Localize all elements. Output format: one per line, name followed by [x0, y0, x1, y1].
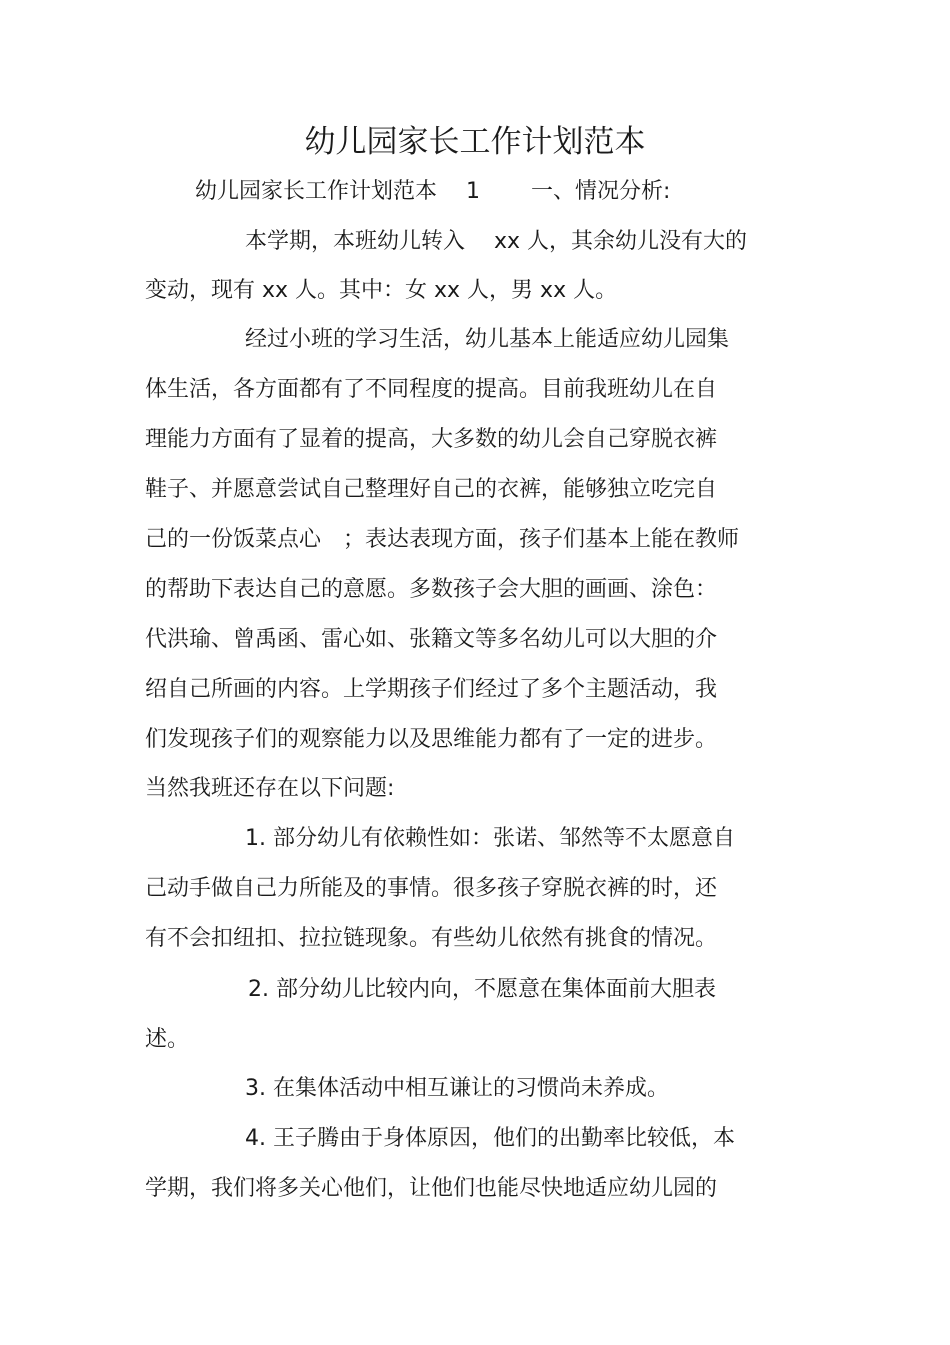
paragraph-line: 经过小班的学习生活，幼儿基本上能适应幼儿园集 — [245, 327, 730, 352]
paragraph-line: 当然我班还存在以下问题: — [145, 776, 395, 801]
list-item-line: 学期，我们将多关心他们，让他们也能尽快地适应幼儿园的 — [145, 1176, 718, 1201]
list-item-line: 2. 部分幼儿比较内向，不愿意在集体面前大胆表 — [248, 977, 716, 1002]
paragraph-line: 们发现孩子们的观察能力以及思维能力都有了一定的进步。 — [145, 727, 718, 752]
paragraph-line: 的帮助下表达自己的意愿。多数孩子会大胆的画画、涂色： — [145, 577, 718, 602]
subtitle-line: 幼儿园家长工作计划范本 1 一、情况分析: — [195, 179, 671, 204]
paragraph-line: 变动，现有 xx 人。其中：女 xx 人，男 xx 人。 — [145, 278, 618, 303]
paragraph-line: 理能力方面有了显着的提高，大多数的幼儿会自己穿脱衣裤 — [145, 427, 718, 452]
paragraph-line: 本学期，本班幼儿转入 xx 人，其余幼儿没有大的 — [245, 229, 748, 254]
list-item-line: 1. 部分幼儿有依赖性如：张诺、邹然等不太愿意自 — [245, 826, 735, 851]
paragraph-line: 代洪瑜、曾禹函、雷心如、张籍文等多名幼儿可以大胆的介 — [145, 627, 718, 652]
paragraph-line: 己的一份饭菜点心 ；表达表现方面，孩子们基本上能在教师 — [145, 527, 740, 552]
list-item-line: 4. 王子腾由于身体原因，他们的出勤率比较低，本 — [245, 1126, 735, 1151]
list-item-line: 述。 — [145, 1027, 190, 1052]
list-item-line: 3. 在集体活动中相互谦让的习惯尚未养成。 — [245, 1076, 669, 1101]
list-item-line: 有不会扣纽扣、拉拉链现象。有些幼儿依然有挑食的情况。 — [145, 926, 718, 951]
list-item-line: 己动手做自己力所能及的事情。很多孩子穿脱衣裤的时，还 — [145, 876, 718, 901]
document-title: 幼儿园家长工作计划范本 — [304, 124, 646, 160]
paragraph-line: 鞋子、并愿意尝试自己整理好自己的衣裤，能够独立吃完自 — [145, 477, 718, 502]
paragraph-line: 体生活，各方面都有了不同程度的提高。目前我班幼儿在自 — [145, 377, 718, 402]
paragraph-line: 绍自己所画的内容。上学期孩子们经过了多个主题活动，我 — [145, 677, 718, 702]
